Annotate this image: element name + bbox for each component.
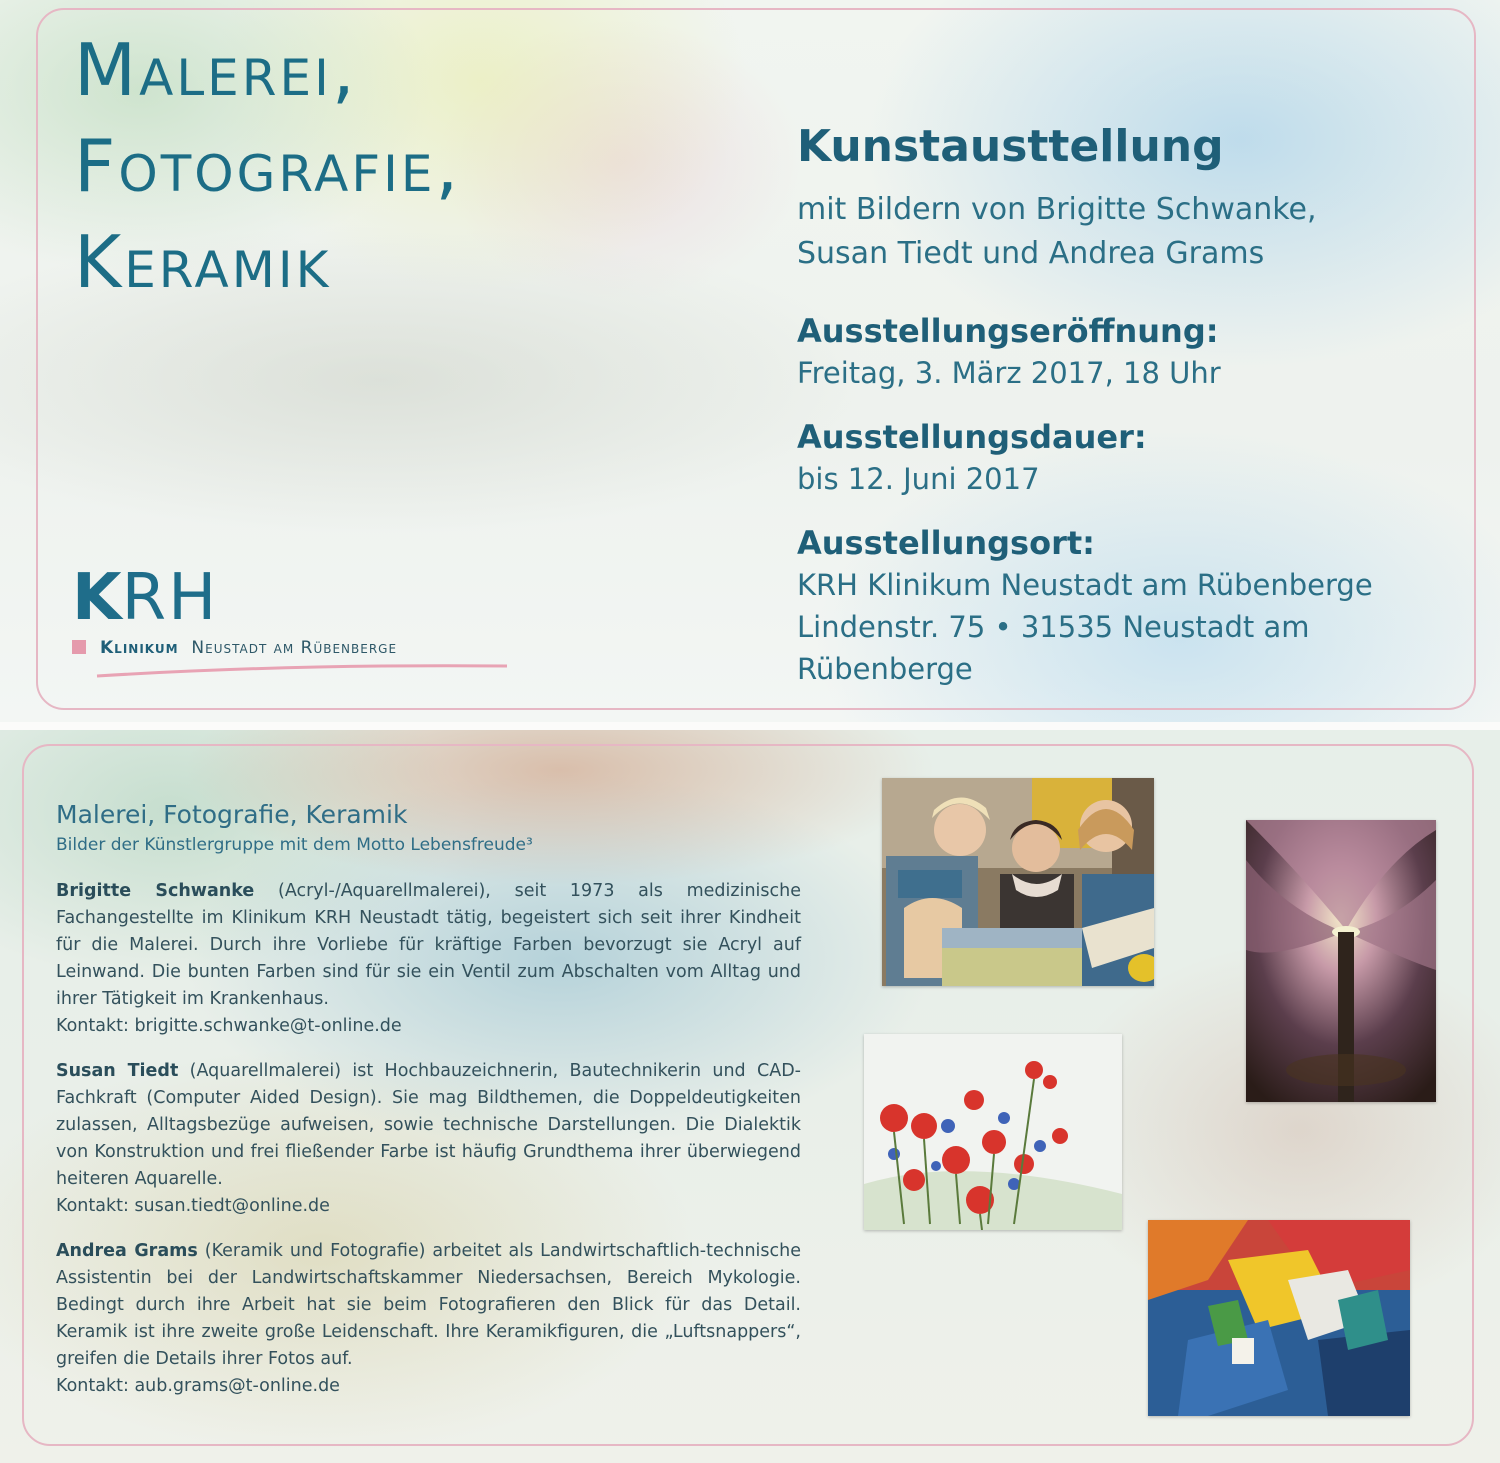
- flyer-back: [0, 730, 1500, 1463]
- artist-paragraph-schwanke: [56, 878, 801, 1040]
- opening-label: Ausstellungseröffnung:: [797, 312, 1219, 350]
- photo-abstract-acrylic: [1148, 1220, 1410, 1416]
- artist-paragraph-grams: [56, 1238, 801, 1400]
- subtitle-line-2: Susan Tiedt und Andrea Grams: [797, 236, 1265, 271]
- photo-watercolor-poppies: [864, 1034, 1122, 1230]
- headline-line-2: Fotografie,: [74, 124, 462, 208]
- event-subtitle: [797, 188, 1477, 276]
- logo-tagline: [72, 638, 397, 658]
- artist-descriptions: [56, 798, 801, 1418]
- artist-name: Andrea Grams: [56, 1241, 198, 1261]
- artist-text: (Aquarellmalerei) ist Hochbauzeichnerin, Bautechnikerin und CAD-Fachkraft (Computer Aided Design). Sie mag Bildthemen, die Doppeldeutigkeiten zulassen, Alltagsbezüge aufweisen, sowie technische Darstellungen. Die Dialektik von Konstruktion und frei fließender Farbe ist häufig Grundthema ihrer überwiegend heiteren Aquarelle.: [56, 1061, 801, 1189]
- location-label: Ausstellungsort:: [797, 524, 1095, 562]
- krh-logo-mark: [72, 561, 219, 635]
- flyer-front: [0, 0, 1500, 722]
- event-info: [797, 118, 1477, 690]
- logo-letters-rh: RH: [121, 561, 219, 635]
- logo-klinikum: Klinikum: [100, 638, 179, 658]
- logo-swoosh-icon: [92, 662, 512, 682]
- artist-text: (Keramik und Fotografie) arbeitet als Landwirtschaftlich-technische Assistentin bei der Landwirtschaftskammer Niedersachsen, Bereich Mykologie. Bedingt durch ihre Arbeit hat sie beim Fotografieren den Blick für das Detail. Keramik ist ihre zweite große Leidenschaft. Ihre Keramikfiguren, die „Luftsnappers“, greifen die Details ihrer Fotos auf.: [56, 1241, 801, 1369]
- artist-paragraph-tiedt: [56, 1058, 801, 1220]
- artist-contact: Kontakt: aub.grams@t-online.de: [56, 1376, 340, 1396]
- artist-name: Susan Tiedt: [56, 1061, 179, 1081]
- headline-line-1: Malerei,: [74, 28, 358, 112]
- headline-line-3: Keramik: [74, 220, 332, 304]
- artist-contact: Kontakt: brigitte.schwanke@t-online.de: [56, 1016, 402, 1036]
- location-line-2: Lindenstr. 75 • 31535 Neustadt am Rübenberge: [797, 610, 1310, 686]
- back-subtitle: Bilder der Künstlergruppe mit dem Motto Lebensfreude³: [56, 835, 533, 855]
- artist-name: Brigitte Schwanke: [56, 881, 255, 901]
- opening-value: Freitag, 3. März 2017, 18 Uhr: [797, 356, 1221, 390]
- logo-letter-k: K: [72, 561, 122, 635]
- event-title: Kunstausttellung: [797, 121, 1224, 172]
- photo-artist-group: [882, 778, 1154, 986]
- artist-contact: Kontakt: susan.tiedt@online.de: [56, 1196, 330, 1216]
- logo-square-icon: [72, 640, 86, 654]
- subtitle-line-1: mit Bildern von Brigitte Schwanke,: [797, 192, 1317, 227]
- photo-poppy-closeup: [1246, 820, 1436, 1102]
- back-title: Malerei, Fotografie, Keramik: [56, 800, 408, 829]
- logo-place: Neustadt am Rübenberge: [191, 638, 398, 658]
- krh-logo: [72, 561, 522, 686]
- artist-text: (Acryl-/Aquarellmalerei), seit 1973 als medizinische Fachangestellte im Klinikum KRH Neustadt tätig, begeistert sich seit ihrer Kindheit für die Malerei. Durch ihre Vorliebe für kräftige Farben bevorzugt sie Acryl auf Leinwand. Die bunten Farben sind für sie ein Ventil zum Abschalten vom Alltag und ihrer Tätigkeit im Krankenhaus.: [56, 881, 801, 1009]
- duration-value: bis 12. Juni 2017: [797, 462, 1040, 496]
- headline: [74, 22, 461, 310]
- location-line-1: KRH Klinikum Neustadt am Rübenberge: [797, 568, 1373, 602]
- duration-label: Ausstellungsdauer:: [797, 418, 1147, 456]
